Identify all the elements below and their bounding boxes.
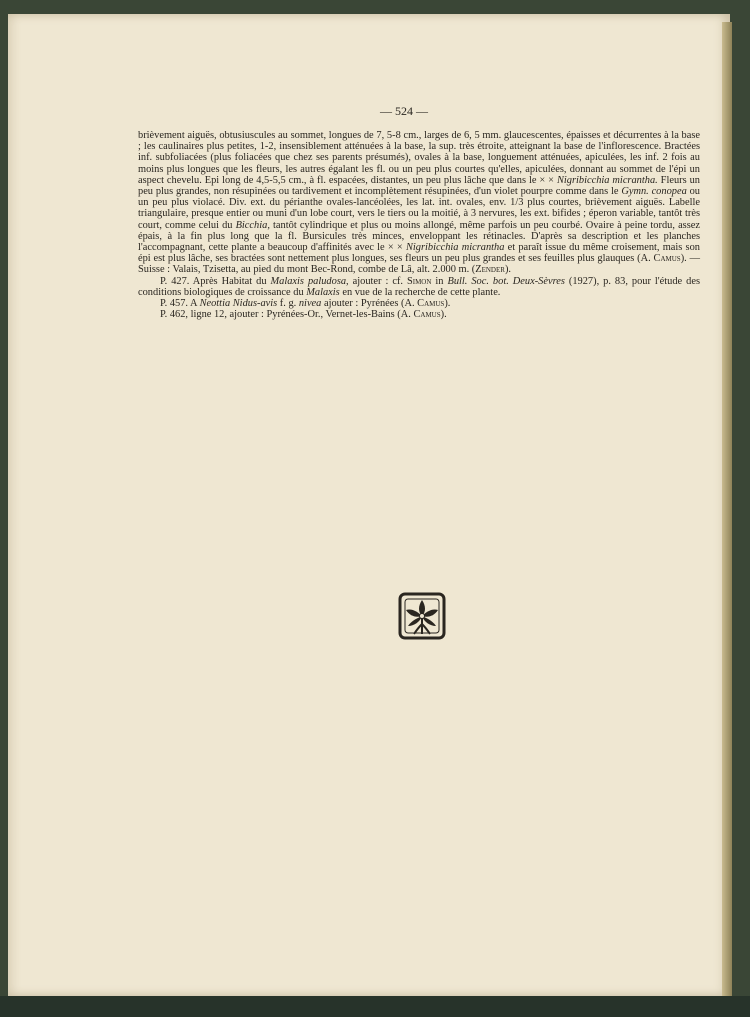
italic-text: nivea (298, 298, 322, 310)
body-text (138, 130, 700, 320)
italic-text: Malaxis paludosa, (270, 275, 349, 287)
text-run: Fleurs un peu plus grandes, non résupinées ou tardivement et incomplètement résupinées, d'un violet pourpre comme dans le (138, 174, 700, 198)
text-run: P. 427. Après Habitat du (160, 275, 271, 287)
paragraph (138, 130, 700, 276)
text-run: (1927), p. 83, pour l'étude des conditions biologiques de croissance du (138, 275, 700, 298)
italic-text: Malaxis (306, 286, 340, 298)
paragraph (138, 298, 700, 309)
text-run: ). (440, 309, 447, 321)
italic-text: Nigribicchia micrantha (405, 242, 505, 254)
binding-band (0, 996, 750, 1017)
text-run: tantôt cylindrique et plus ou moins allongé, même parfois un peu courbé. Ovaire à peine tordu, assez épais, à la fin plus long que la fl. Bursicules très minces, enveloppant les rétinacles. D'après sa description et les planches l'accompagnant, cette plante a beaucoup d'affinités avec le × × (138, 219, 700, 254)
text-run: et paraît issue du même croisement, mais son épi est plus lâche, ses bractées sont nettement plus longues, ses fleurs un peu plus grandes et ses feuilles plus glauques (A. (138, 242, 700, 265)
text-run: P. 457. A (160, 298, 200, 310)
smallcaps-text: Camus (653, 253, 681, 265)
text-run: brièvement aiguës, obtusiuscules au sommet, longues de 7, 5-8 cm., larges de 6, 5 mm. glaucescentes, épaisses et décurrentes à la base ; les caulinaires plus petites, 1-2, insensiblement atténuées à la base, la sup. très étroite, atteignant la base de l'inflorescence. Bractées inf. subfoliacées (plus foliacées que chez ses parents présumés), ovales à la base, longuement atténuées, apiculées, les inf. 2 fois au moins plus longues que les fleurs, les autres égalant les fl. ou un peu plus courtes qu'elles, apiculées, donnant au sommet de l'épi un aspect chevelu. Epi long de 4,5-5,5 cm., à fl. espacées, distantes, un peu plus lâche que dans le × × (138, 130, 700, 186)
smallcaps-text: Camus (417, 298, 445, 310)
text-run: ). (504, 264, 511, 276)
text-run: ). (444, 298, 451, 310)
page-number: — 524 — (380, 104, 428, 118)
fleuron-icon (398, 592, 446, 640)
italic-text: Bull. Soc. bot. Deux-Sèvres (447, 275, 565, 287)
paragraph (138, 309, 700, 320)
text-run: ajouter : cf. (348, 275, 407, 287)
text-run: ou un peu plus violacé. Div. ext. du périanthe ovales-lancéolées, les lat. int. ovales, env. 1/3 plus courtes, brièvement aiguës. Labelle triangulaire, presque entier ou muni d'un lobe court, vers le tiers ou la moitié, à 3 nervures, les ext. bifides ; éperon variable, tantôt très court, comme celui du (138, 186, 700, 231)
text-run: en vue de la recherche de cette plante. (339, 286, 501, 298)
italic-text: Bicchia, (235, 219, 270, 231)
text-run: ajouter : Pyrénées (A. (321, 298, 418, 310)
italic-text: Neottia Nidus-avis (199, 298, 278, 310)
text-run: in (431, 275, 448, 287)
italic-text: Gymn. conopea (621, 186, 687, 198)
smallcaps-text: Simon (406, 275, 432, 287)
text-run: f. g. (277, 298, 299, 310)
italic-text: Nigribicchia micrantha. (556, 174, 658, 186)
smallcaps-text: Camus (413, 309, 441, 321)
text-run: P. 462, ligne 12, ajouter : Pyrénées-Or., Vernet-les-Bains (A. (160, 309, 414, 321)
smallcaps-text: Zender (475, 264, 505, 276)
page-edge (722, 22, 732, 997)
paragraph (138, 276, 700, 298)
text-run: ). — Suisse : Valais, Tzisetta, au pied du mont Bec-Rond, combe de Lâ, alt. 2.000 m. ( (138, 253, 700, 276)
